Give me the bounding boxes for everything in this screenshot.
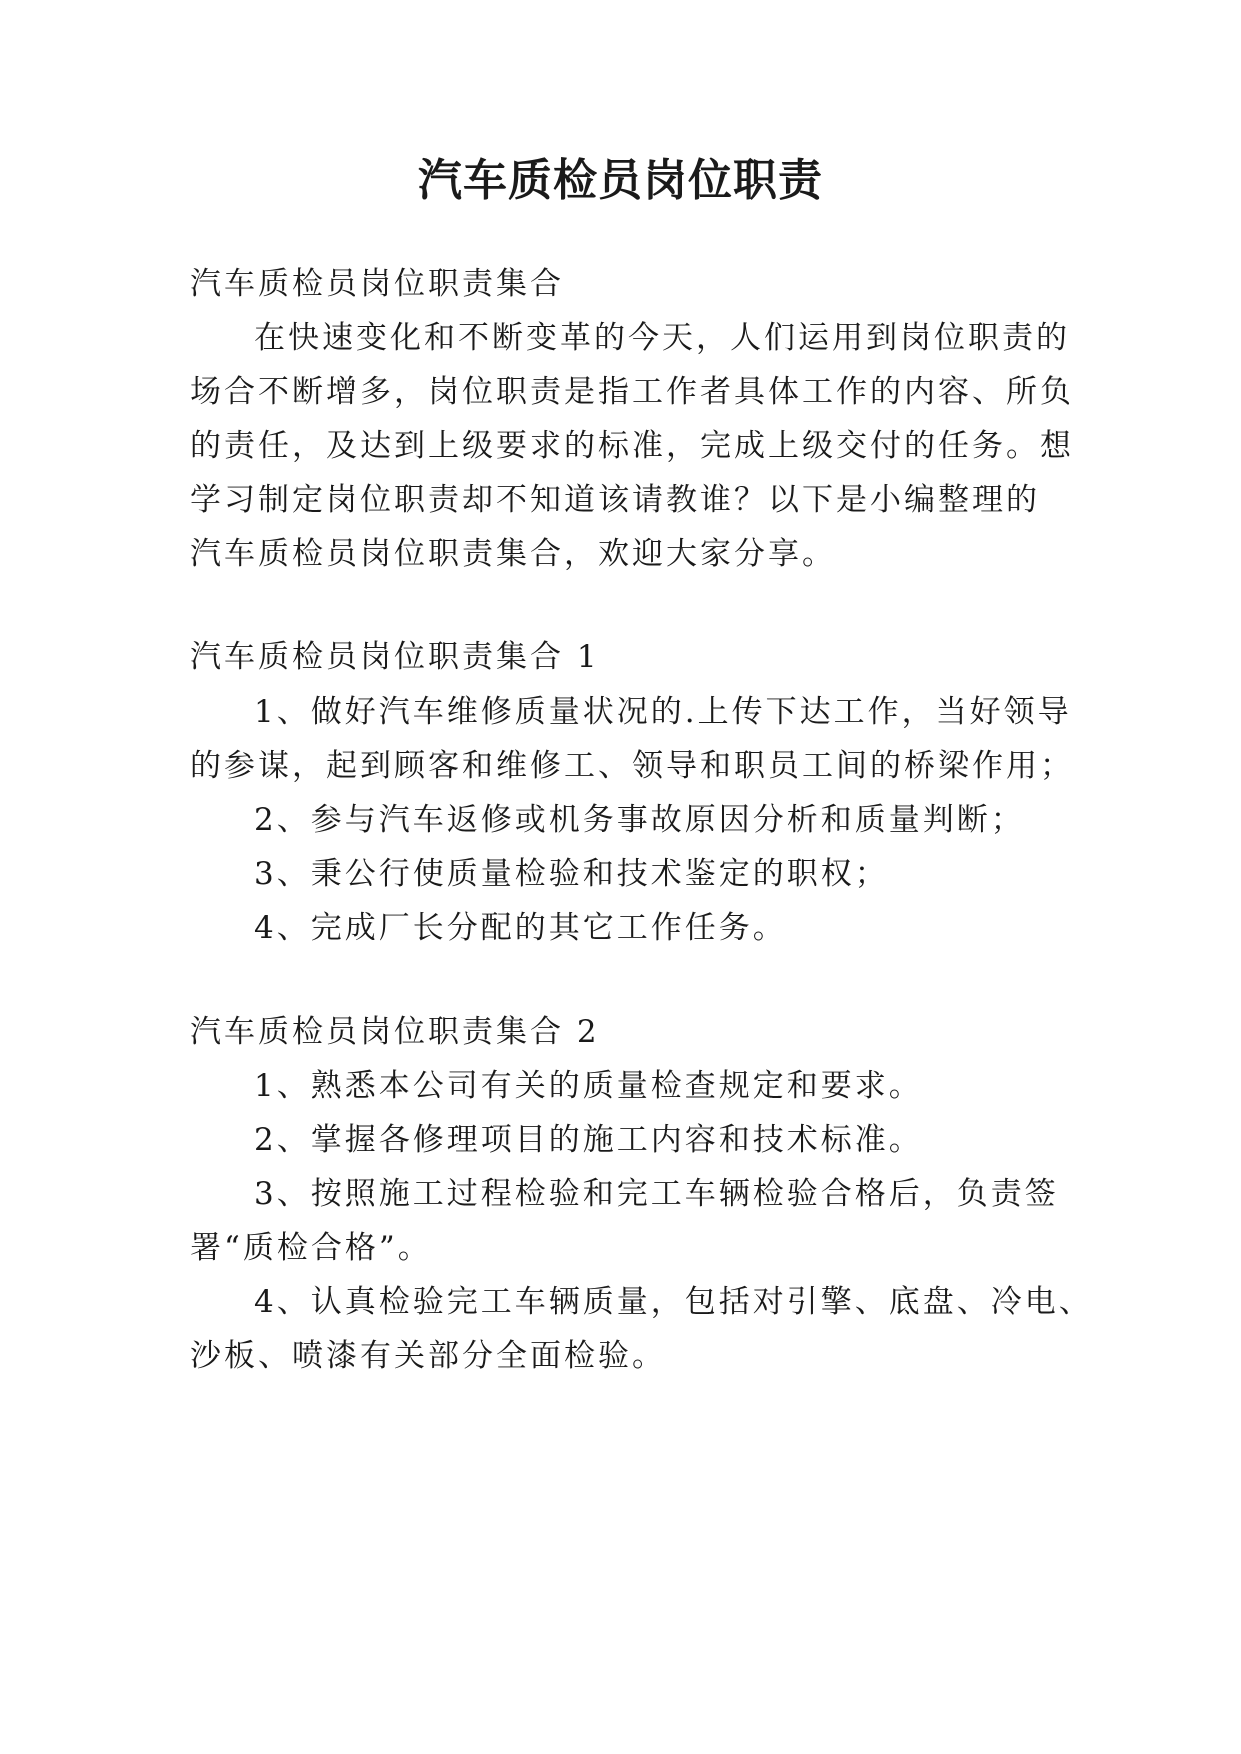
section-2-heading: 汽车质检员岗位职责集合 2 bbox=[190, 1014, 600, 1050]
section-1-item-line: 的参谋，起到顾客和维修工、领导和职员工间的桥梁作用； bbox=[190, 748, 1074, 784]
section-1-item-line: 4、完成厂长分配的其它工作任务。 bbox=[254, 910, 787, 946]
intro-paragraph-line: 的责任，及达到上级要求的标准，完成上级交付的任务。想 bbox=[190, 428, 1074, 464]
intro-heading: 汽车质检员岗位职责集合 bbox=[190, 266, 564, 302]
intro-paragraph-line: 场合不断增多，岗位职责是指工作者具体工作的内容、所负 bbox=[190, 374, 1074, 410]
section-1-heading: 汽车质检员岗位职责集合 1 bbox=[190, 639, 600, 675]
section-2-item-line: 3、按照施工过程检验和完工车辆检验合格后，负责签 bbox=[254, 1176, 1059, 1212]
section-1-item-line: 2、参与汽车返修或机务事故原因分析和质量判断； bbox=[254, 802, 1025, 838]
intro-paragraph-line: 在快速变化和不断变革的今天，人们运用到岗位职责的 bbox=[254, 320, 1070, 356]
section-1-item-line: 1、做好汽车维修质量状况的.上传下达工作，当好领导 bbox=[254, 694, 1072, 730]
section-2-item-line: 沙板、喷漆有关部分全面检验。 bbox=[190, 1338, 666, 1374]
section-2-item-line: 4、认真检验完工车辆质量，包括对引擎、底盘、冷电、 bbox=[254, 1284, 1093, 1320]
section-1-item-line: 3、秉公行使质量检验和技术鉴定的职权； bbox=[254, 856, 889, 892]
intro-paragraph-line: 汽车质检员岗位职责集合，欢迎大家分享。 bbox=[190, 536, 836, 572]
section-2-item-line: 2、掌握各修理项目的施工内容和技术标准。 bbox=[254, 1122, 923, 1158]
intro-paragraph-line: 学习制定岗位职责却不知道该请教谁？以下是小编整理的 bbox=[190, 482, 1040, 518]
page-title: 汽车质检员岗位职责 bbox=[418, 155, 823, 206]
section-2-item-line: 1、熟悉本公司有关的质量检查规定和要求。 bbox=[254, 1068, 923, 1104]
section-2-item-line: 署“质检合格”。 bbox=[190, 1230, 432, 1266]
